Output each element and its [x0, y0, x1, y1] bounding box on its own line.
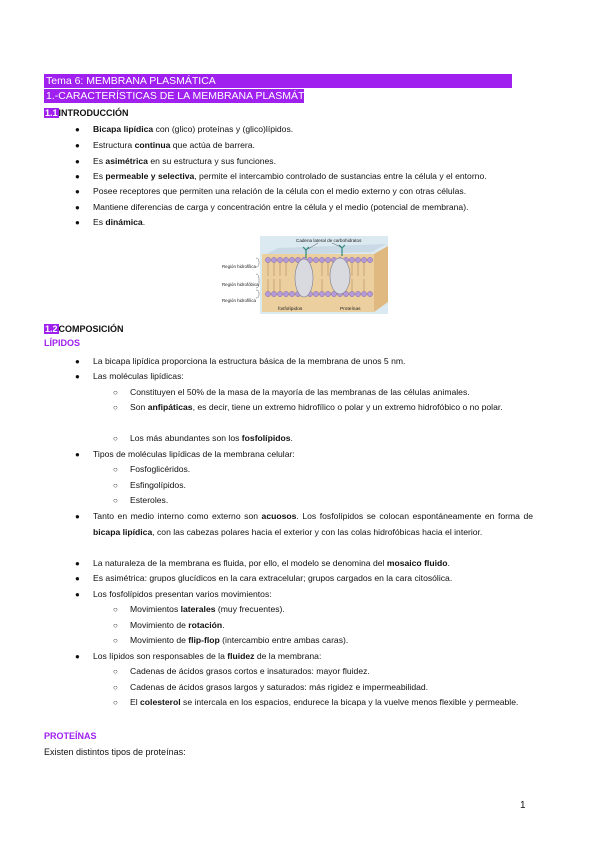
lipidos-heading: LÍPIDOS	[44, 338, 81, 348]
list-item: ○ El colesterol se intercala en los espacios, endurece la bicapa y la vuelve menos flexible y permeable.	[113, 697, 519, 707]
svg-text:Región hidrofílica: Región hidrofílica	[222, 298, 256, 303]
section-heading: 1.-CARACTERÍSTICAS DE LA MEMBRANA PLASMÁTICA	[46, 90, 322, 102]
list-item: ○ Cadenas de ácidos grasos cortos e insaturados: mayor fluidez.	[113, 666, 370, 676]
list-item: ● Mantiene diferencias de carga y concentración entre la célula y el medio (potencial de membrana).	[75, 202, 469, 212]
svg-text:Cadena lateral de carbohidrato: Cadena lateral de carbohidratos	[296, 238, 362, 243]
list-item: ● Es permeable y selectiva, permite el intercambio controlado de sustancias entre la célula y el entorno.	[75, 171, 487, 181]
subsection-label: COMPOSICIÓN	[58, 324, 124, 334]
list-item: ○ Esfingolípidos.	[113, 480, 186, 490]
svg-text:fosfolípidos: fosfolípidos	[278, 307, 303, 312]
list-item: ● La bicapa lipídica proporciona la estructura básica de la membrana de unos 5 nm.	[75, 356, 406, 366]
subsection-heading-intro	[44, 107, 129, 119]
list-item: ○ Movimiento de rotación.	[113, 620, 225, 630]
list-item: ● Las moléculas lipídicas:	[75, 371, 184, 381]
list-item: ● La naturaleza de la membrana es fluida, por ello, el modelo se denomina del mosaico fluido.	[75, 558, 450, 568]
list-item: ● Es asimétrica: grupos glucídicos en la cara extracelular; grupos cargados en la cara citosólica.	[75, 573, 453, 583]
subsection-label: INTRODUCCIÓN	[58, 108, 129, 118]
list-item: ○ Esteroles.	[113, 495, 169, 505]
list-item: ● Bicapa lipídica con (glico) proteínas y (glico)lípidos.	[75, 124, 294, 134]
list-item: ● Es asimétrica en su estructura y sus funciones.	[75, 156, 276, 166]
list-item: ○ Constituyen el 50% de la masa de la mayoría de las membranas de las células animales.	[113, 387, 470, 397]
list-item: ○ Son anfipáticas, es decir, tiene un extremo hidrofílico o polar y un extremo hidrofóbico o no polar.	[113, 402, 503, 412]
list-item: ● Los fosfolípidos presentan varios movimientos:	[75, 589, 272, 599]
svg-text:Región hidrofílica: Región hidrofílica	[222, 264, 256, 269]
document-title: Tema 6: MEMBRANA PLASMÁTICA	[44, 74, 512, 88]
membrane-figure	[222, 234, 392, 316]
list-item: ● Posee receptores que permiten una relación de la célula con el medio externo y con otras células.	[75, 186, 467, 196]
subsection-heading-composition	[44, 323, 124, 335]
proteinas-heading: PROTEÍNAS	[44, 731, 97, 741]
list-item: ● Es dinámica.	[75, 217, 146, 227]
svg-text:Región hidrofóbica: Región hidrofóbica	[222, 282, 259, 287]
list-item: ● Los lípidos son responsables de la fluidez de la membrana:	[75, 651, 322, 661]
list-item: ○ Cadenas de ácidos grasos largos y saturados: más rigidez e impermeabilidad.	[113, 682, 429, 692]
list-item: ○ Movimiento de flip-flop (intercambio entre ambas caras).	[113, 635, 349, 645]
list-item: ● Tanto en medio interno como externo son acuosos. Los fosfolípidos se colocan espontáneamente en forma de bicapa lipídica, con las cabezas polares hacia el exterior y con las colas hidrofóbicas hacia el interior.	[75, 511, 533, 537]
subsection-number: 1.1	[45, 108, 58, 118]
subsection-number: 1.2	[45, 324, 58, 334]
list-item: ○ Movimientos laterales (muy frecuentes).	[113, 604, 285, 614]
svg-text:Proteínas: Proteínas	[340, 307, 361, 312]
list-item: ● Tipos de moléculas lipídicas de la membrana celular:	[75, 449, 295, 459]
list-item: ● Estructura continua que actúa de barrera.	[75, 140, 255, 150]
page-number: 1	[520, 800, 526, 811]
list-item: ○ Los más abundantes son los fosfolípidos.	[113, 433, 293, 443]
list-item: ○ Fosfoglicéridos.	[113, 464, 191, 474]
proteinas-text: Existen distintos tipos de proteínas:	[44, 747, 186, 757]
